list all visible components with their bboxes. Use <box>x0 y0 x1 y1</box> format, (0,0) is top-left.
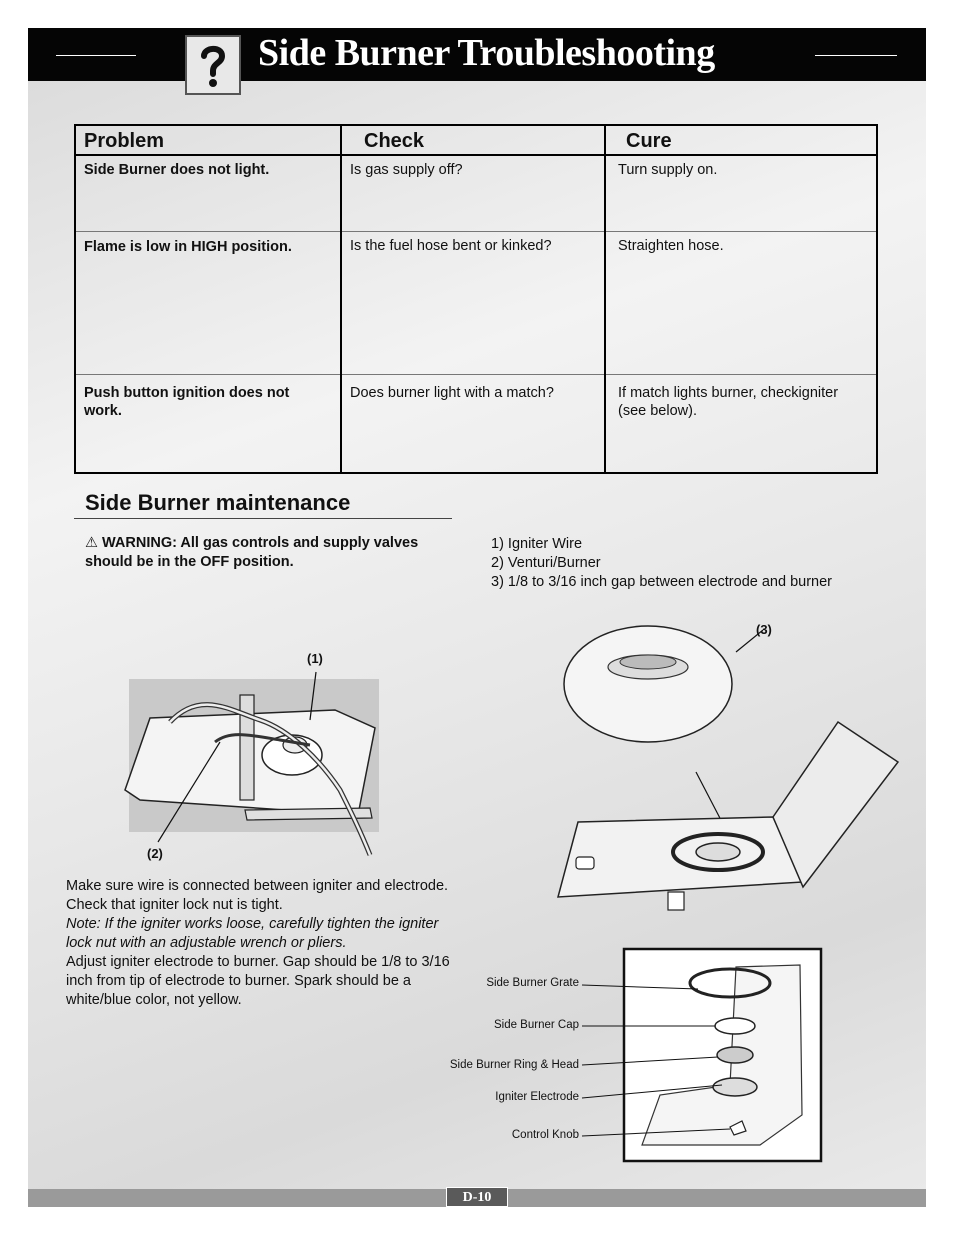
warning-text <box>85 534 455 572</box>
instruction-paragraph: Adjust igniter electrode to burner. Gap should be 1/8 to 3/16 inch from tip of electrode to burner. Spark should be a white/blue color, not yellow. <box>66 954 450 1008</box>
part-label-ring-head: Side Burner Ring & Head <box>449 1059 579 1071</box>
problem-cell: Flame is low in HIGH position. <box>75 231 341 374</box>
callout-1: (1) <box>307 651 323 666</box>
part-label-cap: Side Burner Cap <box>493 1019 579 1031</box>
page-number: D-10 <box>446 1187 508 1207</box>
column-header-check: Check <box>341 125 605 155</box>
legend-item: 2) Venturi/Burner <box>491 555 601 571</box>
cure-cell: If match lights burner, checkigniter (see below). <box>605 374 877 473</box>
part-label-knob: Control Knob <box>511 1129 579 1141</box>
maintenance-instructions <box>66 877 451 1010</box>
side-burner-gap-illustration <box>548 612 904 912</box>
cure-cell: Turn supply on. <box>605 155 877 231</box>
callout-2: (2) <box>147 846 163 861</box>
legend-item: 1) Igniter Wire <box>491 536 583 552</box>
table-row <box>75 231 877 374</box>
troubleshooting-table <box>74 124 878 474</box>
part-label-electrode: Igniter Electrode <box>495 1091 579 1103</box>
legend-item: 3) 1/8 to 3/16 inch gap between electrode and burner <box>491 574 832 590</box>
page-title: Side Burner Troubleshooting <box>258 32 715 74</box>
section-title: Side Burner maintenance <box>85 490 351 515</box>
instruction-note: Note: If the igniter works loose, carefully tighten the igniter lock nut with an adjustable wrench or pliers. <box>66 916 439 951</box>
problem-cell: Push button ignition does not work. <box>75 374 341 473</box>
warning-icon: ⚠ <box>85 535 98 551</box>
question-mark-icon <box>185 35 241 95</box>
table-row <box>75 155 877 231</box>
header-rule-left <box>56 55 136 56</box>
instruction-paragraph: Make sure wire is connected between igniter and electrode. Check that igniter lock nut is tight. <box>66 878 449 913</box>
section-divider <box>74 518 452 519</box>
column-header-problem: Problem <box>75 125 341 155</box>
check-cell: Does burner light with a match? <box>341 374 605 473</box>
column-header-cure: Cure <box>605 125 877 155</box>
diagram-legend <box>491 535 832 592</box>
cure-cell: Straighten hose. <box>605 231 877 374</box>
check-cell: Is gas supply off? <box>341 155 605 231</box>
warning-message: WARNING: All gas controls and supply valves should be in the OFF position. <box>85 535 419 570</box>
igniter-wire-illustration <box>120 650 385 865</box>
header-rule-right <box>815 55 897 56</box>
problem-cell: Side Burner does not light. <box>75 155 341 231</box>
table-header-row <box>75 125 877 155</box>
check-cell: Is the fuel hose bent or kinked? <box>341 231 605 374</box>
part-label-grate: Side Burner Grate <box>486 977 579 989</box>
callout-3: (3) <box>756 622 772 637</box>
table-row <box>75 374 877 473</box>
